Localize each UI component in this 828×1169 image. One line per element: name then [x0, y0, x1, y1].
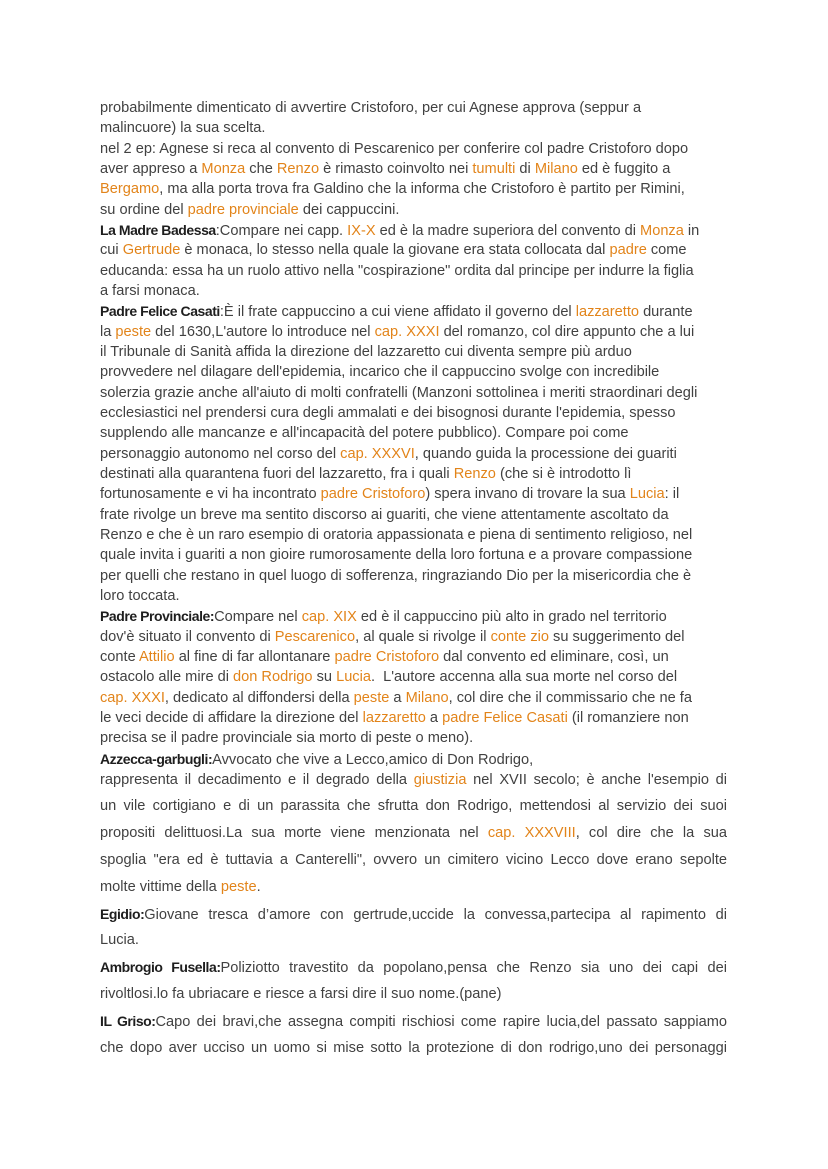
text-run: ed è il cappuccino più alto in grado nel territorio [356, 609, 667, 626]
text-line [100, 708, 727, 728]
text-line [100, 586, 727, 606]
text-line [100, 647, 727, 667]
text-run: cui [100, 242, 123, 259]
text-run: ed è la madre superiora del convento di [375, 222, 641, 239]
line-content [100, 364, 659, 380]
text-run: su ordine del [100, 201, 188, 218]
line-content [100, 242, 687, 258]
text-run: dal convento ed eliminare, così, un [439, 648, 669, 665]
text-run: fortunosamente e vi ha incontrato [100, 486, 321, 503]
wiki-link[interactable]: padre provinciale [187, 201, 299, 218]
text-run: Avvocato che vive a Lecco,amico di Don Rodrigo, [212, 751, 534, 768]
text-run: malincuore) la sua scelta. [100, 120, 266, 137]
text-line [100, 688, 727, 708]
line-content [100, 960, 727, 976]
wiki-link[interactable]: padre Cristoforo [320, 486, 426, 503]
wiki-link[interactable]: peste [115, 323, 152, 340]
text-run: probabilmente dimenticato di avvertire Cristoforo, per cui Agnese approva (seppur a [100, 100, 642, 116]
line-content [100, 568, 691, 584]
line-content [100, 466, 631, 482]
line-content [100, 405, 676, 421]
text-run: educanda: essa ha un ruolo attivo nella "cospirazione" ordita dal principe per indurre la figlia [100, 262, 694, 279]
text-line [100, 342, 727, 362]
text-line [100, 240, 727, 260]
text-line [100, 627, 727, 647]
text-run: , dedicato al diffondersi della [164, 689, 354, 706]
line-content [100, 120, 265, 136]
wiki-link[interactable]: Milano [534, 160, 578, 177]
character-name: Azzecca-garbugli: [100, 750, 213, 767]
wiki-link[interactable]: Monza [201, 160, 246, 177]
text-run: che [245, 160, 277, 177]
document-body [100, 98, 727, 1061]
wiki-link[interactable]: cap. XXXVI [340, 445, 415, 462]
wiki-link[interactable]: Bergamo [100, 181, 160, 198]
text-line [100, 505, 727, 525]
text-line [100, 362, 727, 382]
text-run: del 1630,L'autore lo introduce nel [151, 323, 375, 340]
wiki-link[interactable]: tumulti [472, 160, 516, 177]
wiki-link[interactable]: Lucia [336, 669, 371, 686]
wiki-link[interactable]: peste [220, 878, 257, 895]
wiki-link[interactable]: Pescarenico [274, 628, 356, 645]
text-line [100, 118, 727, 138]
text-line [100, 200, 727, 220]
section-compact [100, 98, 727, 769]
text-line [100, 820, 727, 847]
text-run: di [515, 160, 535, 177]
line-content [100, 486, 679, 502]
wiki-link[interactable]: Lucia [629, 486, 665, 503]
text-run: a farsi monaca. [100, 282, 200, 299]
text-run: Lucia. [100, 932, 139, 949]
text-run: :Compare nei capp. [215, 222, 348, 239]
text-run: nel XVII secolo; è anche l'esempio di [466, 771, 727, 788]
text-run: è rimasto coinvolto nei [319, 160, 473, 177]
wiki-link[interactable]: conte zio [490, 628, 549, 645]
section-spaced [100, 767, 727, 1062]
wiki-link[interactable]: Gertrude [122, 242, 181, 259]
text-run: ostacolo alle mire di [100, 669, 234, 686]
text-run: : il [664, 486, 680, 503]
text-run: . L'autore accenna alla sua morte nel corso del [370, 669, 678, 686]
line-content [100, 852, 727, 868]
text-run: , ma alla porta trova fra Galdino che la informa che Cristoforo è partito per Rimini, [159, 181, 685, 198]
text-line [100, 767, 727, 794]
text-run: è monaca, lo stesso nella quale la giovane era stata collocata dal [180, 242, 610, 259]
text-run: molte vittime della [100, 878, 221, 895]
line-content [100, 283, 200, 299]
line-content [100, 825, 727, 841]
text-run: conte [100, 648, 139, 665]
line-content [100, 202, 399, 218]
text-line [100, 444, 727, 464]
text-run: un vile cortigiano e di un parassita che sfrutta don Rodrigo, mettendosi al servizio dei suoi [100, 798, 727, 815]
character-name: Ambrogio Fusella: [100, 959, 221, 976]
line-content [100, 690, 692, 706]
text-run: destinati alla quarantena fuori del lazzaretto, fra i quali [100, 465, 454, 482]
text-run: Compare nel [214, 609, 302, 626]
text-line [100, 220, 727, 240]
wiki-link[interactable]: Attilio [138, 648, 175, 665]
text-line [100, 301, 727, 321]
line-content [100, 772, 727, 788]
text-run: in [683, 222, 700, 239]
line-content [100, 425, 628, 441]
text-run: provvedere nel dilagare dell'epidemia, incarico che il cappuccino svolge con incredibile [100, 364, 660, 381]
wiki-link[interactable]: lazzaretto [362, 709, 426, 726]
line-content [100, 649, 669, 665]
text-line [100, 793, 727, 820]
wiki-link[interactable]: Milano [405, 689, 449, 706]
text-run: aver appreso a [100, 160, 202, 177]
text-run: del romanzo, col dire appunto che a lui [439, 323, 695, 340]
text-line [100, 484, 727, 504]
text-run: a [425, 709, 443, 726]
text-run: Poliziotto travestito da popolano,pensa che Renzo sia uno dei capi dei [220, 960, 727, 977]
text-run: su suggerimento del [548, 628, 685, 645]
text-run: dei cappuccini. [298, 201, 400, 218]
text-run: , quando guida la processione dei guariti [414, 445, 677, 462]
paragraph [100, 767, 727, 901]
text-run: (il romanziere non [567, 709, 689, 726]
line-content [100, 710, 689, 726]
line-content [100, 547, 692, 563]
paragraph [100, 901, 727, 955]
text-run: propositi delittuosi.La sua morte viene menzionata nel [100, 825, 488, 842]
wiki-link[interactable]: Monza [640, 222, 684, 239]
text-line [100, 606, 727, 626]
text-line [100, 728, 727, 748]
line-content [100, 324, 694, 340]
text-run: Renzo e che è un raro esempio di oratoria appassionata e piena di sentimento religioso, nel [100, 526, 693, 543]
text-run: solerzia grazie anche all'aiuto di molti confratelli (Manzoni sottolinea i meriti straordinari degli [100, 384, 698, 401]
text-run: a [389, 689, 406, 706]
line-content [100, 181, 685, 197]
text-run: . [256, 878, 261, 895]
text-run: , al quale si rivolge il [355, 628, 491, 645]
wiki-link[interactable]: peste [353, 689, 390, 706]
text-line [100, 667, 727, 687]
text-line [100, 139, 727, 159]
text-run: durante [639, 304, 693, 321]
line-content [100, 161, 670, 177]
text-run: il Tribunale di Sanità affida la direzione del lazzaretto cui diventa sempre più arduo [100, 343, 632, 360]
line-content [100, 385, 697, 401]
text-line [100, 281, 727, 301]
text-line [100, 423, 727, 443]
line-content [100, 344, 632, 360]
text-run: che dopo aver ucciso un uomo si mise sotto la protezione di don rodrigo,uno dei personaggi [100, 1039, 727, 1056]
wiki-link[interactable]: don Rodrigo [233, 669, 313, 686]
character-name: IL Griso: [100, 1012, 156, 1029]
character-name: Padre Felice Casati [100, 303, 220, 320]
line-content [100, 527, 692, 543]
text-run: Giovane tresca d’amore con gertrude,uccide la convessa,partecipa al rapimento di [144, 906, 727, 923]
text-run: ecclesiastici nel prendersi cura degli ammalati e dei bisognosi durante l'epidemia, spesso [100, 404, 676, 421]
text-run: rappresenta il decadimento e il degrado della [100, 771, 414, 788]
text-run: frate rivolge un breve ma sentito discorso ai guariti, che viene attentamente ascoltato da [100, 506, 669, 523]
wiki-link[interactable]: Renzo [453, 465, 496, 482]
wiki-link[interactable]: giustizia [413, 771, 467, 788]
character-name: Padre Provinciale: [100, 608, 215, 625]
text-run: la [100, 323, 116, 340]
line-content [100, 669, 677, 685]
paragraph [100, 98, 727, 139]
wiki-link[interactable]: padre [609, 242, 647, 259]
line-content [100, 223, 699, 239]
paragraph [100, 1008, 727, 1062]
line-content [100, 100, 641, 116]
line-content [100, 446, 677, 462]
line-content [100, 986, 502, 1002]
paragraph [100, 606, 727, 748]
line-content [100, 304, 693, 320]
text-line [100, 566, 727, 586]
line-content [100, 609, 667, 625]
text-line [100, 98, 727, 118]
line-content [100, 907, 727, 923]
line-content [100, 730, 473, 746]
text-run: su [312, 669, 337, 686]
line-content [100, 507, 669, 523]
text-run: le veci decide di affidare la direzione del [100, 709, 363, 726]
paragraph [100, 301, 727, 606]
text-run: , col dire che il commissario che ne fa [448, 689, 692, 706]
line-content [100, 752, 533, 768]
text-line [100, 1035, 727, 1062]
line-content [100, 1014, 727, 1030]
text-line [100, 545, 727, 565]
wiki-link[interactable]: cap. XIX [301, 609, 357, 626]
wiki-link[interactable]: lazzaretto [575, 304, 640, 321]
text-run: Capo dei bravi,che assegna compiti rischiosi come rapire lucia,del passato sappiamo [155, 1013, 727, 1030]
text-run: come [646, 242, 687, 259]
line-content [100, 798, 727, 814]
paragraph [100, 220, 727, 301]
text-run: supplendo alle mancanze e all'incapacità del potere pubblico). Compare poi come [100, 425, 629, 442]
text-run: ) spera invano di trovare la sua [425, 486, 630, 503]
line-content [100, 629, 684, 645]
wiki-link[interactable]: padre Cristoforo [334, 648, 440, 665]
text-line [100, 322, 727, 342]
text-run: personaggio autonomo nel corso del [100, 445, 341, 462]
line-content [100, 141, 688, 157]
text-line [100, 179, 727, 199]
text-line [100, 927, 727, 954]
text-line [100, 981, 727, 1008]
text-run: , col dire che la sua [575, 825, 727, 842]
text-line [100, 261, 727, 281]
paragraph [100, 954, 727, 1008]
wiki-link[interactable]: padre Felice Casati [442, 709, 568, 726]
line-content [100, 588, 180, 604]
text-run: nel 2 ep: Agnese si reca al convento di Pescarenico per conferire col padre Cristoforo dopo [100, 140, 689, 157]
text-run: dov'è situato il convento di [100, 628, 275, 645]
wiki-link[interactable]: cap. XXXI [100, 689, 165, 706]
line-content [100, 1040, 727, 1056]
text-line [100, 383, 727, 403]
line-content [100, 263, 694, 279]
text-line [100, 901, 727, 928]
text-line [100, 464, 727, 484]
text-run: ed è fuggito a [577, 160, 671, 177]
line-content [100, 879, 261, 895]
text-run: al fine di far allontanare [174, 648, 335, 665]
text-line [100, 954, 727, 981]
character-name: La Madre Badessa [100, 221, 216, 238]
text-run: :È il frate cappuccino a cui viene affidato il governo del [219, 304, 576, 321]
text-run: loro toccata. [100, 587, 180, 604]
wiki-link[interactable]: Renzo [276, 160, 320, 177]
wiki-link[interactable]: cap. XXXVIII [487, 825, 576, 842]
text-run: quale invita i guariti a non gioire rumorosamente della loro fortuna e a provare compassione [100, 547, 693, 564]
text-run: (che si è introdotto lì [495, 465, 632, 482]
wiki-link[interactable]: cap. XXXI [374, 323, 440, 340]
line-content [100, 932, 139, 948]
character-name: Egidio: [100, 905, 145, 922]
text-line [100, 874, 727, 901]
text-line [100, 159, 727, 179]
text-line [100, 1008, 727, 1035]
text-run: per quelli che restano in quel luogo di sofferenza, ringraziando Dio per la misericordia che è [100, 567, 692, 584]
text-run: spoglia "era ed è tuttavia a Canterelli", ovvero un cimitero vicino Lecco dove erano sepolte [100, 851, 727, 868]
text-run: precisa se il padre provinciale sia morto di peste o meno). [100, 730, 474, 747]
wiki-link[interactable]: IX-X [347, 222, 376, 239]
text-line [100, 525, 727, 545]
text-run: rivoltlosi.lo fa ubriacare e riesce a farsi dire il suo nome.(pane) [100, 985, 502, 1002]
paragraph [100, 139, 727, 220]
text-line [100, 847, 727, 874]
text-line [100, 403, 727, 423]
